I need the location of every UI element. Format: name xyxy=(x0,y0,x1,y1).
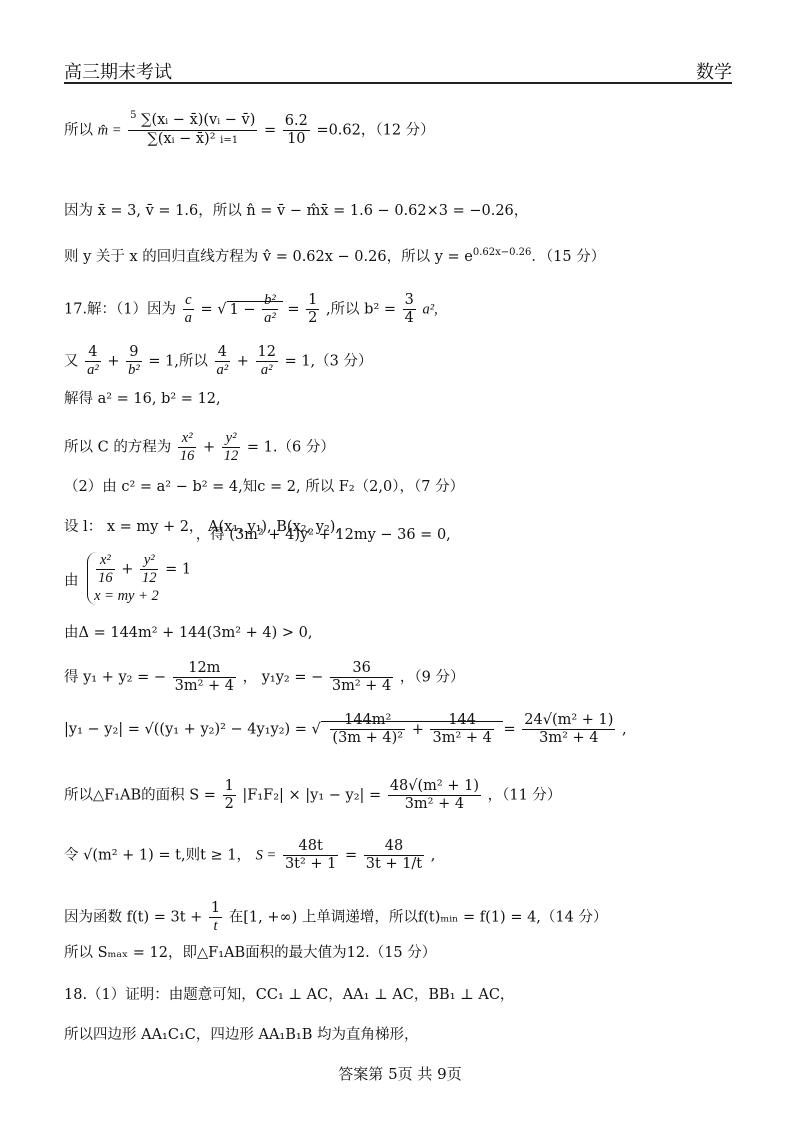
text: = xyxy=(200,301,213,318)
denominator: a² xyxy=(260,362,273,378)
line-chord-diff: |y₁ − y₂| = √((y₁ + y₂)² − 4y₁y₂) = √ $\frac{\text{144m²}}{\text{(3m + 4)²}}$ + $\frac{144}{\text{3m² + 4}}$ = $\frac{\text{24√(m² + 1)}}{\text{3m² + 4}}$ , xyxy=(64,712,627,746)
fraction xyxy=(388,778,481,813)
fraction xyxy=(96,552,115,587)
sum-top: 5 xyxy=(130,110,137,121)
one-half xyxy=(306,292,319,327)
fraction xyxy=(140,552,159,587)
line-area xyxy=(64,778,561,813)
denominator: 10 xyxy=(287,131,306,147)
numerator: 48t xyxy=(283,838,338,856)
text: |y₁ − y₂| = √((y₁ + y₂)² − 4y₁y₂) = xyxy=(64,721,307,738)
fraction xyxy=(430,712,493,747)
text: 则 y 关于 x 的回归直线方程为 v̂ = 0.62x − 0.26，所以 y = e xyxy=(64,248,473,265)
text: ，（11 分） xyxy=(487,787,562,804)
numerator: ∑(xᵢ − x̄)(vᵢ − v̄) xyxy=(141,112,256,128)
denominator: 16 xyxy=(98,570,113,586)
numerator: y² xyxy=(140,552,159,570)
text: 所以 xyxy=(64,122,93,139)
numerator: 48 xyxy=(364,838,424,856)
denominator: 16 xyxy=(179,448,195,464)
denominator: 3m² + 4 xyxy=(174,678,235,694)
denominator: 3m² + 4 xyxy=(539,730,599,746)
text: 得 y₁ + y₂ = − xyxy=(64,669,167,686)
text: 所以 C 的方程为 xyxy=(64,439,172,456)
text: 17.解：（1）因为 xyxy=(64,301,177,318)
numerator: 3 xyxy=(404,292,414,308)
numerator: x² xyxy=(178,430,197,448)
denominator: 3t + 1/t xyxy=(365,856,423,872)
three-quarters xyxy=(403,292,416,327)
mhat-symbol: m̂ = xyxy=(97,122,122,139)
text: , xyxy=(430,847,436,864)
denominator: (3m + 4)² xyxy=(332,730,404,746)
numerator: 9 xyxy=(126,344,142,362)
text: 所以△F₁AB的面积 S = xyxy=(64,787,216,804)
text: 因为函数 f(t) = 3t + xyxy=(64,909,203,926)
text: |F₁F₂| × |y₁ − y₂| = xyxy=(242,787,382,804)
numerator: 4 xyxy=(85,344,101,362)
numerator: c xyxy=(183,292,194,310)
text: = 1,（3 分） xyxy=(284,353,373,370)
numerator: 1 xyxy=(308,292,318,308)
numerator: 144m² xyxy=(330,712,405,730)
line-nhat: 因为 x̄ = 3, v̄ = 1.6，所以 n̂ = v̄ − m̂x̄ = 1.6 − 0.62×3 = −0.26， xyxy=(64,203,529,219)
text: = 1 xyxy=(165,561,192,578)
line-delta: 由Δ = 144m² + 144(3m² + 4) > 0, xyxy=(64,625,313,641)
one-half xyxy=(223,778,236,813)
fraction xyxy=(222,430,241,465)
denominator: a xyxy=(184,310,192,326)
line-solve-ab: 解得 a² = 16, b² = 12, xyxy=(64,391,221,407)
text: + xyxy=(121,561,134,578)
fraction xyxy=(330,712,405,747)
text: a², xyxy=(422,301,438,318)
page-header xyxy=(64,56,732,84)
numerator: 6.2 xyxy=(284,113,308,129)
c-over-a xyxy=(183,292,194,327)
text: ,所以 b² = xyxy=(325,301,397,318)
numerator: 12m xyxy=(173,660,236,678)
b2-over-a2 xyxy=(262,292,278,327)
numerator: 24√(m² + 1) xyxy=(524,712,614,728)
line-max-area: 所以 Sₘₐₓ = 12，即△F₁AB面积的最大值为12.（15 分） xyxy=(64,945,437,961)
text: + xyxy=(411,721,424,738)
numerator: 4 xyxy=(215,344,231,362)
denominator: 12 xyxy=(223,448,239,464)
numerator: 36 xyxy=(330,660,393,678)
fraction xyxy=(209,900,222,935)
denominator: 3m² + 4 xyxy=(331,678,392,694)
text: , xyxy=(622,721,627,738)
header-title: 高三期末考试 xyxy=(64,62,172,83)
text: =0.62，（12 分） xyxy=(316,122,435,139)
denominator: a² xyxy=(216,362,229,378)
system-eq1 xyxy=(94,552,191,587)
denominator: 4 xyxy=(404,310,414,326)
text: 令 √(m² + 1) = t,则t ≥ 1， xyxy=(64,847,252,864)
fraction xyxy=(256,344,278,379)
text: ，（9 分） xyxy=(399,669,465,686)
denominator: 2 xyxy=(308,310,318,326)
fraction xyxy=(85,344,101,379)
line-regression xyxy=(64,244,605,266)
text: 1 − xyxy=(229,301,256,318)
text: 由 xyxy=(64,573,79,589)
numerator: b² xyxy=(264,292,276,308)
text: ， y₁y₂ = − xyxy=(242,669,324,686)
numerator: 144 xyxy=(430,712,493,730)
text: S = xyxy=(255,847,277,864)
sqrt-body xyxy=(321,712,504,746)
fraction xyxy=(215,344,231,379)
denominator: 3m² + 4 xyxy=(404,796,465,812)
numerator: 48√(m² + 1) xyxy=(389,778,479,794)
text: ，得 (3m² + 4)y² + 12my − 36 = 0, xyxy=(195,527,451,543)
fraction xyxy=(364,838,424,873)
text: + xyxy=(203,439,216,456)
page-footer: 答案第 5页 共 9页 xyxy=(338,1065,462,1083)
value-fraction xyxy=(283,113,310,148)
text: + xyxy=(107,353,120,370)
fraction xyxy=(330,660,393,695)
denominator: a² xyxy=(87,362,99,378)
text: = 1,所以 xyxy=(148,353,208,370)
text: 又 xyxy=(64,353,79,370)
denominator: b² xyxy=(128,362,140,378)
text: + xyxy=(236,353,249,370)
line-17-eccentricity: 17.解：（1）因为 $\frac{c}{a}$ = √ 1 − $\frac{\text{b²}}{\text{a²}}$ = $\frac{1}{2}$ ,所以 b² = $\frac{3}{4}$ a², xyxy=(64,292,438,326)
text: = xyxy=(503,721,516,738)
text: = xyxy=(287,301,300,318)
numerator: x² xyxy=(96,552,115,570)
system-brace xyxy=(87,552,191,605)
denominator: ∑(xᵢ − x̄)² xyxy=(147,131,216,147)
fraction xyxy=(178,430,197,465)
sum-bottom: i=1 xyxy=(220,135,239,146)
denominator: 3t² + 1 xyxy=(284,856,337,872)
mhat-formula: 所以 m̂ = $\frac{^5 \sum(xᵢ - x̄)(vᵢ - v̄)}{\text{∑(xᵢ − x̄)² i=1}}$ = $\frac{6.2}{10}$ =0.62，（12 分） xyxy=(64,110,435,147)
system-eq2: x = my + 2 xyxy=(94,588,159,604)
line-set-l: 设 l： x = my + 2， A(x₁, y₁), B(x₂, y₂), xyxy=(64,519,341,535)
denominator: 3m² + 4 xyxy=(432,730,492,746)
text: = xyxy=(345,847,358,864)
text: ．（15 分） xyxy=(531,248,606,265)
line-focus: （2）由 c² = a² − b² = 4,知c = 2, 所以 F₂（2,0），（7 分） xyxy=(64,479,465,495)
numerator: 12 xyxy=(257,344,276,360)
fraction xyxy=(126,344,142,379)
denominator: 12 xyxy=(141,570,157,586)
line-vieta xyxy=(64,660,464,695)
denominator: a² xyxy=(264,310,276,326)
numerator: 1 xyxy=(210,900,221,916)
mhat-fraction xyxy=(128,112,257,149)
numerator: 1 xyxy=(224,778,234,794)
denominator: 2 xyxy=(224,796,234,812)
exponent: 0.62x−0.26 xyxy=(472,247,532,258)
line-substitution xyxy=(64,838,435,873)
numerator: y² xyxy=(222,430,241,448)
line-ellipse-point xyxy=(64,344,373,379)
line-trapezoids: 所以四边形 AA₁C₁C，四边形 AA₁B₁B 均为直角梯形， xyxy=(64,1027,419,1043)
line-monotonic xyxy=(64,900,607,935)
fraction xyxy=(522,712,615,747)
header-subject: 数学 xyxy=(696,62,732,83)
fraction xyxy=(173,660,236,695)
text: 在[1, +∞) 上单调递增，所以f(t)ₘᵢₙ = f(1) = 4,（14 分） xyxy=(228,909,608,926)
sqrt-body xyxy=(227,292,283,326)
denominator: t xyxy=(213,918,218,934)
text: = 1.（6 分） xyxy=(246,439,335,456)
line-18-proof: 18.（1）证明：由题意可知，CC₁ ⊥ AC，AA₁ ⊥ AC，BB₁ ⊥ AC， xyxy=(64,987,515,1003)
fraction xyxy=(283,838,338,873)
line-ellipse-eq xyxy=(64,430,335,465)
